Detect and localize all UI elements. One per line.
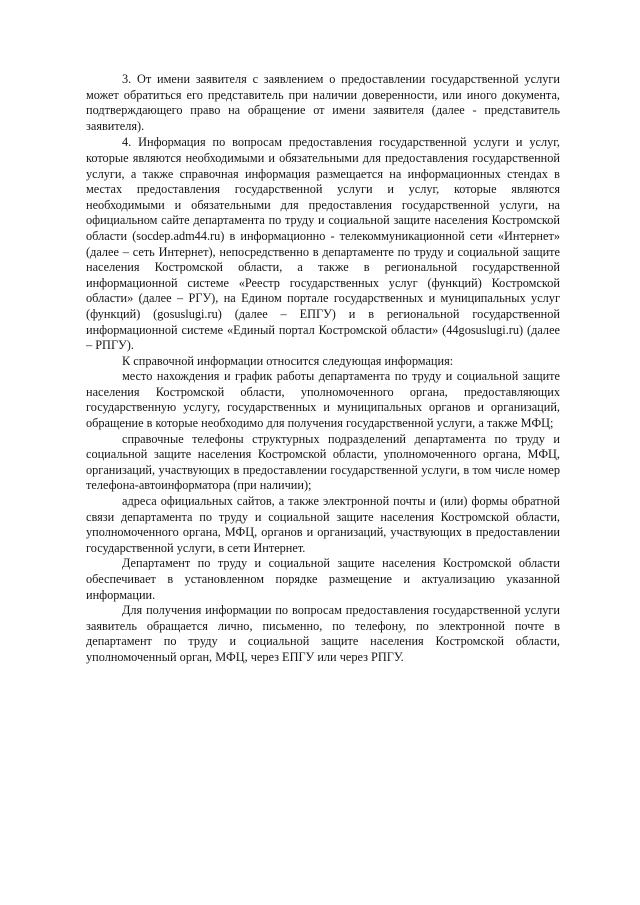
paragraph-3-representative: 3. От имени заявителя с заявлением о предоставлении государственной услуги может обратиться его представитель при наличии доверенности, или иного документа, подтверждающего право на обращение от имени заявителя (далее - представитель заявителя). — [86, 72, 560, 133]
paragraph-4-information: 4. Информация по вопросам предоставления государственной услуги и услуг, которые являются необходимыми и обязательными для предоставления государственной услуги, а также справочная информация размещается на информационных стендах в местах предоставления государственной услуги и услуг, которые являются необходимыми и обязательными для предоставления государственной услуги, на официальном сайте департамента по труду и социальной защите населения Костромской области (socdep.adm44.ru) в информационно - телекоммуникационной сети «Интернет» (далее – сеть Интернет), непосредственно в департаменте по труду и социальной защите населения Костромской области, а также в региональной государственной информационной системе «Реестр государственных услуг (функций) Костромской области» (далее – РГУ), на Едином портале государственных и муниципальных услуг (функций) (gosuslugi.ru) (далее – ЕПГУ) и в региональной государственной информационной системе «Единый портал Костромской области» (44gosuslugi.ru) (далее – РПГУ). — [86, 135, 560, 353]
paragraph-how-to-obtain-info: Для получения информации по вопросам предоставления государственной услуги заявитель обращается лично, письменно, по телефону, по электронной почте в департамент по труду и социальной защите населения Костромской области, уполномоченный орган, МФЦ, через ЕПГУ или через РПГУ. — [86, 603, 560, 664]
paragraph-reference-info-intro: К справочной информации относится следующая информация: — [122, 353, 454, 368]
paragraph-department-updates: Департамент по труду и социальной защите населения Костромской области обеспечивает в установленном порядке размещение и актуализацию указанной информации. — [86, 556, 560, 602]
paragraph-location-schedule: место нахождения и график работы департамента по труду и социальной защите населения Костромской области, уполномоченного органа, предоставляющих государственную услугу, государственных и муниципальных органов и организаций, обращение в которые необходимо для получения государственной услуги, а также МФЦ; — [86, 369, 560, 431]
paragraph-website-addresses: адреса официальных сайтов, а также электронной почты и (или) формы обратной связи департамента по труду и социальной защите населения Костромской области, уполномоченного органа, МФЦ, органов и организаций, участвующих в предоставлении государственной услуги, в сети Интернет. — [86, 494, 560, 555]
paragraph-reference-phones: справочные телефоны структурных подразделений департамента по труду и социальной защите населения Костромской области, уполномоченного органа, МФЦ, организаций, участвующих в предоставлении государственной услуги, в том числе номер телефона-автоинформатора (при наличии); — [86, 431, 560, 493]
document-page — [86, 72, 560, 666]
